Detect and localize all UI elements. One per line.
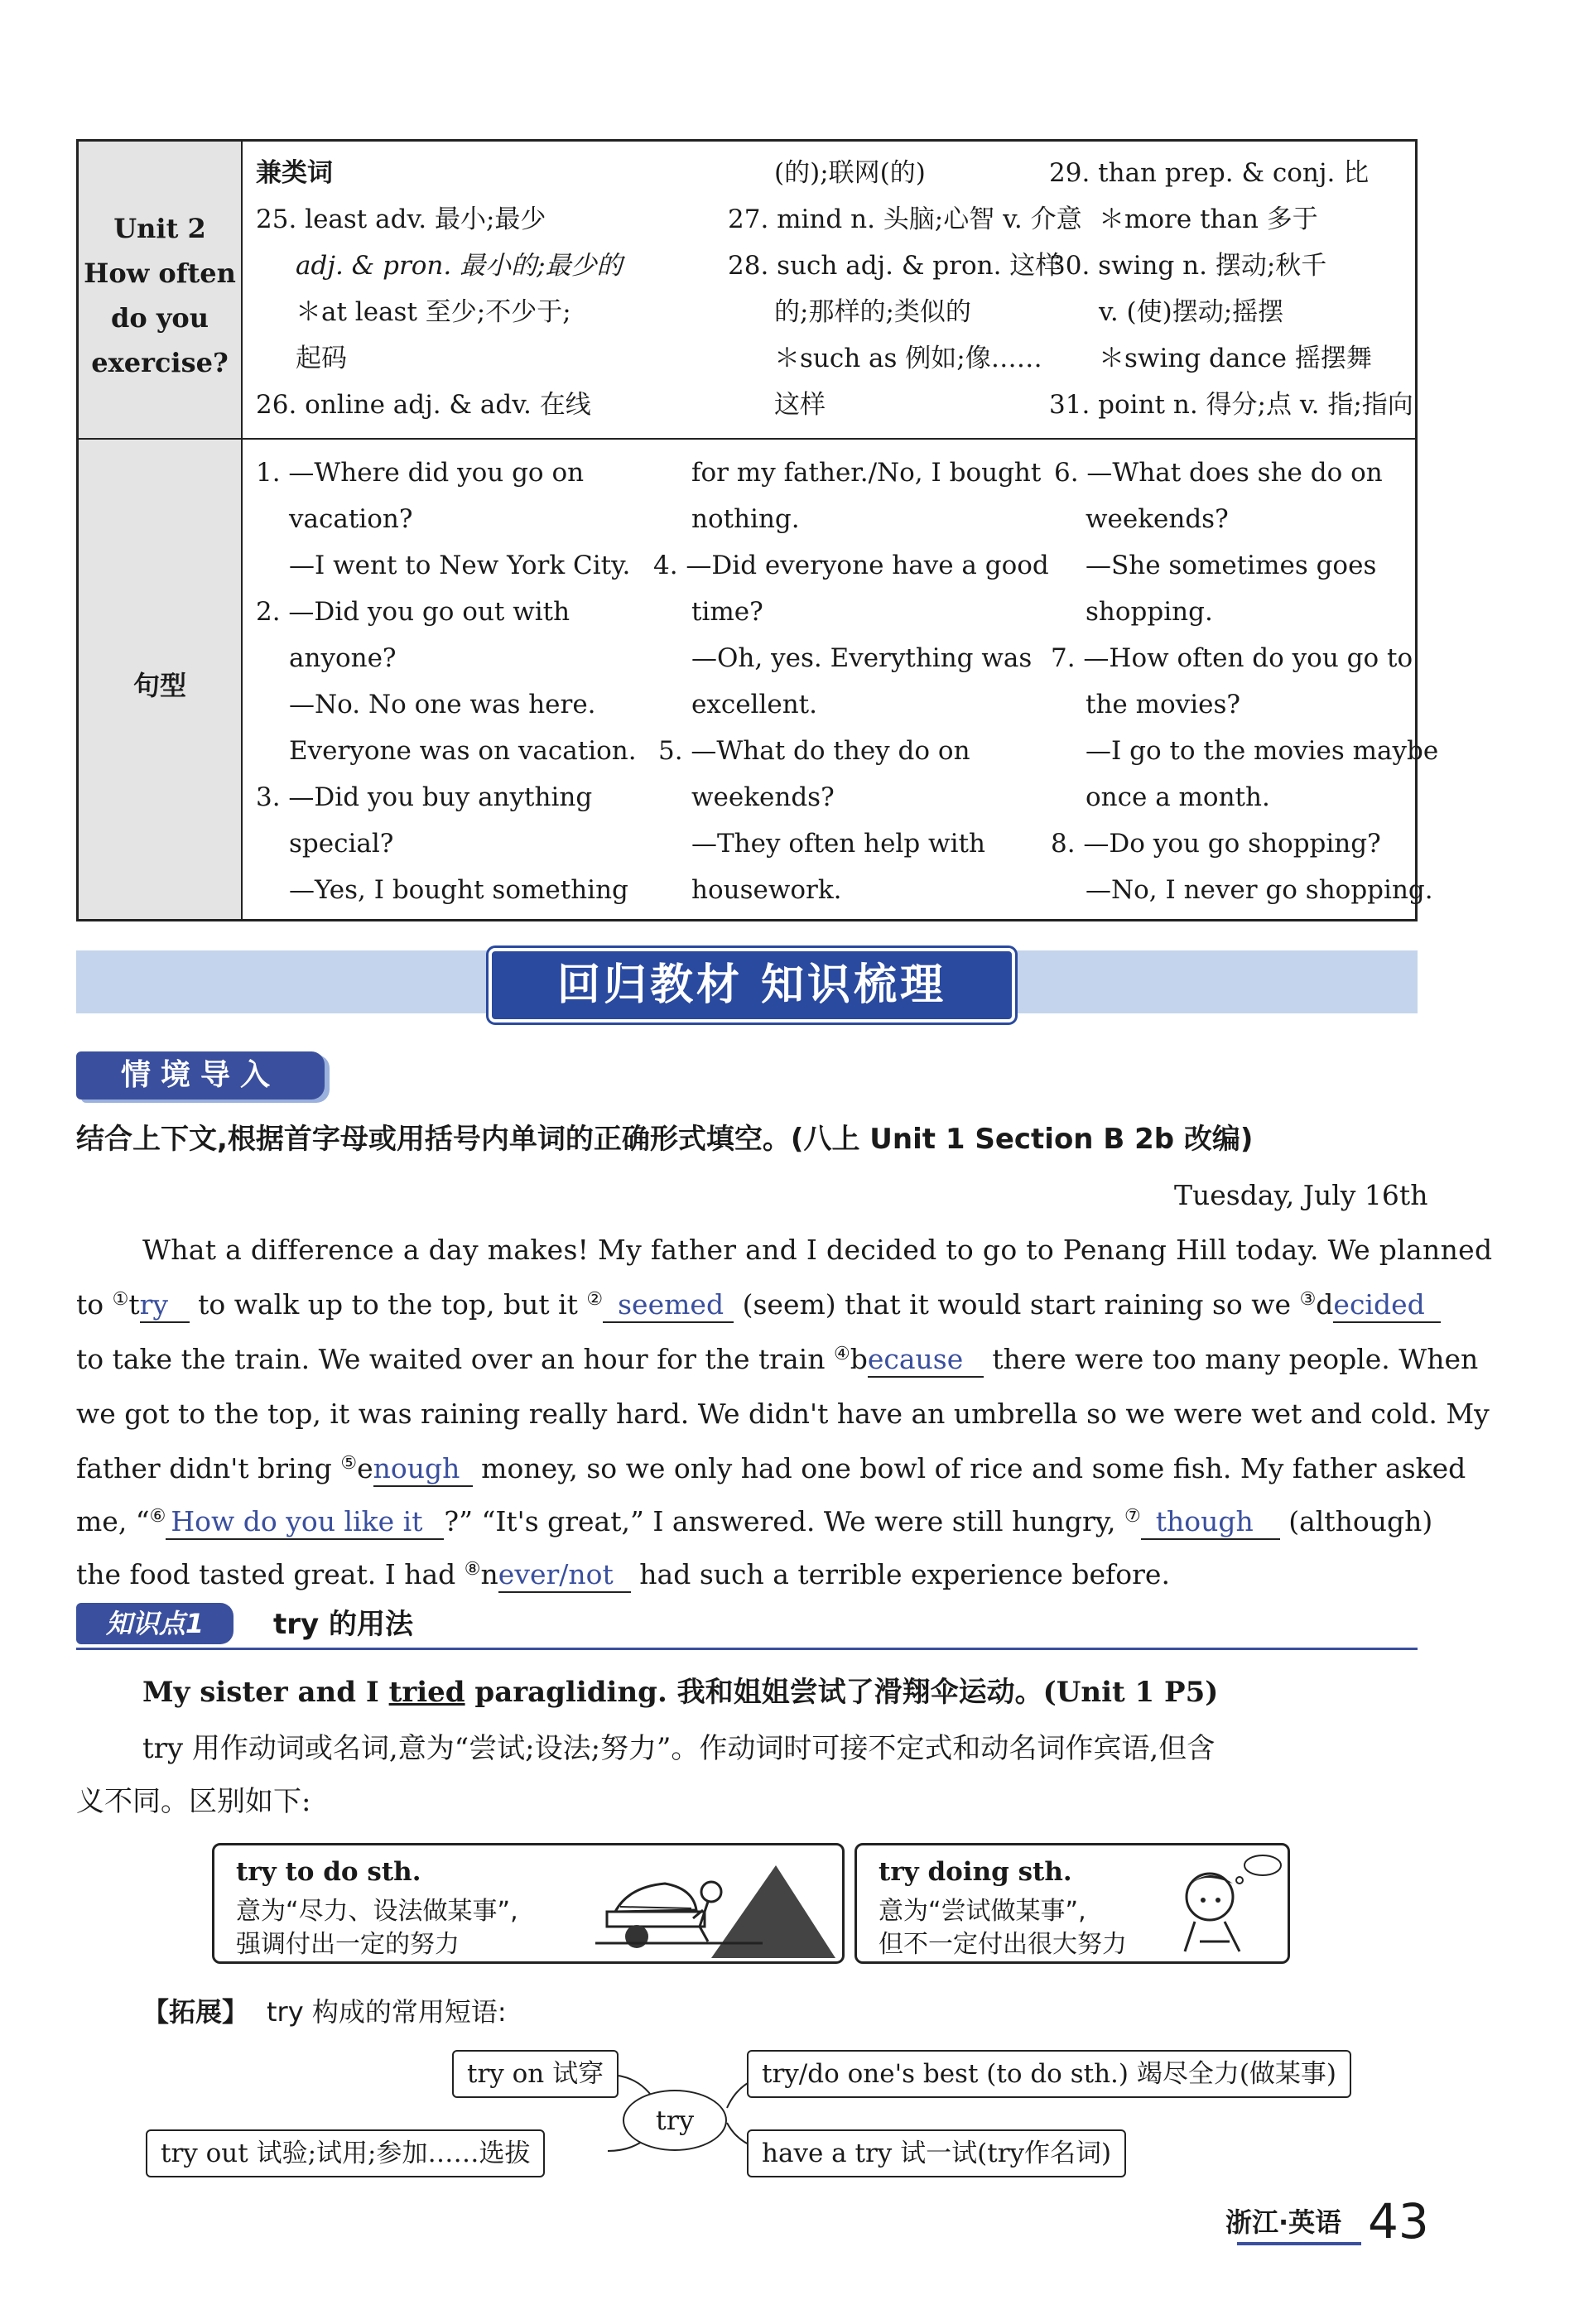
answer-4: ecause xyxy=(868,1343,984,1378)
mind-map-center: try xyxy=(623,2090,727,2151)
vocab-item: 29. than prep. & conj. 比 xyxy=(1049,158,1370,188)
knowledge-point-title: try 的用法 xyxy=(273,1608,414,1641)
pattern-label: 句型 xyxy=(132,670,186,701)
answer-8: ever/not xyxy=(498,1558,631,1593)
box-title: try to do sth. xyxy=(236,1857,421,1887)
vocab-table xyxy=(76,139,1439,921)
pattern-line: once a month. xyxy=(1086,782,1270,812)
example-text: My sister and I xyxy=(142,1676,389,1709)
blank-number: ⑧ xyxy=(464,1559,481,1580)
pattern-line: time? xyxy=(691,597,763,627)
unit-label-1: Unit 2 xyxy=(113,213,206,244)
pattern-line: 1. —Where did you go on xyxy=(256,458,585,488)
try-doing-box xyxy=(854,1843,1290,1964)
blank-prefix: e xyxy=(357,1452,373,1484)
pattern-line: —No, I never go shopping. xyxy=(1086,875,1433,905)
passage-text: me, “ xyxy=(76,1505,150,1537)
blank-number: ① xyxy=(112,1289,129,1310)
vocab-item: 25. least adv. 最小;最少 xyxy=(256,204,546,234)
vocab-item: ＊such as 例如;像…… xyxy=(774,344,1042,373)
box-line: 但不一定付出很大努力 xyxy=(879,1930,1127,1959)
pattern-line: excellent. xyxy=(691,690,817,719)
pushing-rock-illustration xyxy=(587,1850,835,1961)
blank-number: ⑤ xyxy=(340,1453,358,1474)
box-title: try doing sth. xyxy=(879,1857,1072,1887)
vocab-heading: 兼类词 xyxy=(256,158,333,188)
passage-text: had such a terrible experience before. xyxy=(630,1558,1170,1590)
answer-6: How do you like it xyxy=(166,1505,444,1540)
pattern-line: 5. —What do they do on xyxy=(658,736,970,766)
phrase-try-out: try out 试验;试用;参加……选拔 xyxy=(146,2129,545,2177)
vocab-item: v. (使)摆动;摇摆 xyxy=(1099,297,1284,327)
pattern-line: Everyone was on vacation. xyxy=(289,736,637,766)
answer-2: seemed xyxy=(603,1288,734,1323)
box-line: 意为“尽力、设法做某事”, xyxy=(236,1897,518,1926)
vocab-item: ＊at least 至少;不少于; xyxy=(296,297,571,327)
passage-text: to take the train. We waited over an hour for the train xyxy=(76,1343,834,1375)
pattern-line: 3. —Did you buy anything xyxy=(256,782,593,812)
pattern-line: for my father./No, I bought xyxy=(691,458,1042,488)
passage-text: the food tasted great. I had xyxy=(76,1558,465,1590)
pattern-line: 7. —How often do you go to xyxy=(1051,643,1413,673)
box-line: 意为“尝试做某事”, xyxy=(879,1897,1086,1926)
vocab-item: ＊swing dance 摇摆舞 xyxy=(1099,344,1372,373)
vocab-item: 27. mind n. 头脑;心智 v. 介意 xyxy=(728,204,1082,234)
passage-line-2 xyxy=(76,1288,1441,1323)
passage-text: father didn't bring xyxy=(76,1452,341,1484)
pattern-line: —They often help with xyxy=(691,829,985,859)
footer-label: 浙江·英语 xyxy=(1225,2206,1342,2238)
blank-number: ③ xyxy=(1299,1289,1317,1310)
pattern-line: —She sometimes goes xyxy=(1086,551,1377,580)
passage-text: (seem) that it would start raining so we xyxy=(734,1288,1300,1321)
vocab-item: 的;那样的;类似的 xyxy=(774,297,971,327)
try-to-do-box xyxy=(212,1843,845,1964)
unit-label-3: do you xyxy=(110,302,209,334)
table-divider xyxy=(79,438,1415,440)
answer-1: ry xyxy=(140,1288,190,1323)
passage-line-7 xyxy=(76,1558,1170,1593)
pattern-line: —I went to New York City. xyxy=(289,551,631,580)
kp-desc-2: 义不同。区别如下: xyxy=(76,1785,311,1818)
passage-line-3 xyxy=(76,1343,1478,1378)
vocab-item: adj. & pron. 最小的;最少的 xyxy=(296,251,623,281)
pattern-line: housework. xyxy=(691,875,842,905)
pattern-line: the movies? xyxy=(1086,690,1240,719)
pattern-line: weekends? xyxy=(1086,504,1229,534)
answer-5: nough xyxy=(373,1452,473,1487)
footer-underline xyxy=(1237,2242,1361,2245)
pattern-line: nothing. xyxy=(691,504,800,534)
passage-text: there were too many people. When xyxy=(983,1343,1479,1375)
pattern-line: 4. —Did everyone have a good xyxy=(653,551,1049,580)
blank-prefix: d xyxy=(1316,1288,1334,1321)
phrase-have-a-try: have a try 试一试(try作名词) xyxy=(747,2129,1126,2177)
vocab-item: 这样 xyxy=(774,390,826,420)
thinking-boy-illustration xyxy=(1163,1850,1288,1961)
passage-text: to walk up to the top, but it xyxy=(189,1288,587,1321)
blank-number: ⑥ xyxy=(149,1506,166,1527)
passage-line-4: we got to the top, it was raining really hard. We didn't have an umbrella so we were wet and cold. My xyxy=(76,1398,1490,1430)
answer-7: though xyxy=(1141,1505,1280,1540)
passage-text: to xyxy=(76,1288,113,1321)
vocab-item: ＊more than 多于 xyxy=(1099,204,1318,234)
blank-prefix: t xyxy=(128,1288,140,1321)
kp-desc-1: try 用作动词或名词,意为“尝试;设法;努力”。作动词时可接不定式和动名词作宾语,但含 xyxy=(142,1732,1216,1765)
extension-text: try 构成的常用短语: xyxy=(267,1996,507,2028)
date: Tuesday, July 16th xyxy=(1174,1179,1428,1211)
blank-number: ④ xyxy=(833,1344,850,1364)
vocab-item: (的);联网(的) xyxy=(774,158,926,188)
extension-label: 【拓展】 xyxy=(142,1996,249,2028)
pattern-line: —Yes, I bought something xyxy=(289,875,628,905)
instruction: 结合上下文,根据首字母或用括号内单词的正确形式填空。(八上 Unit 1 Section B 2b 改编) xyxy=(76,1123,1254,1156)
phrase-try-one-best: try/do one's best (to do sth.) 竭尽全力(做某事) xyxy=(747,2050,1351,2098)
vocab-item: 26. online adj. & adv. 在线 xyxy=(256,390,591,420)
blank-number: ⑦ xyxy=(1124,1506,1141,1527)
unit-label-4: exercise? xyxy=(91,347,229,378)
pattern-line: 8. —Do you go shopping? xyxy=(1051,829,1381,859)
phrase-try-on: try on 试穿 xyxy=(452,2050,619,2098)
page-number: 43 xyxy=(1368,2193,1429,2249)
example-keyword: tried xyxy=(388,1676,465,1709)
answer-3: ecided xyxy=(1333,1288,1441,1323)
pattern-line: anyone? xyxy=(289,643,397,673)
blank-number: ② xyxy=(586,1289,604,1310)
section-banner: 回归教材 知识梳理 xyxy=(489,948,1015,1022)
passage-text: ?” “It's great,” I answered. We were still hungry, xyxy=(444,1505,1124,1537)
knowledge-point-tag: 知识点1 xyxy=(76,1603,233,1644)
vocab-item: 31. point n. 得分;点 v. 指;指向 xyxy=(1049,390,1413,420)
blank-prefix: b xyxy=(850,1343,868,1375)
scene-tag: 情境导入 xyxy=(76,1051,325,1099)
vocab-item: 30. swing n. 摆动;秋千 xyxy=(1049,251,1327,281)
kp-example xyxy=(142,1676,1218,1709)
passage-text: money, so we only had one bowl of rice and some fish. My father asked xyxy=(472,1452,1466,1484)
passage-line-1: What a difference a day makes! My father and I decided to go to Penang Hill today. We planned xyxy=(142,1234,1493,1266)
pattern-line: —No. No one was here. xyxy=(289,690,596,719)
pattern-line: weekends? xyxy=(691,782,835,812)
example-text: paragliding. 我和姐姐尝试了滑翔伞运动。(Unit 1 P5) xyxy=(465,1676,1219,1709)
pattern-line: shopping. xyxy=(1086,597,1213,627)
pattern-line: 6. —What does she do on xyxy=(1054,458,1383,488)
passage-line-6 xyxy=(76,1505,1432,1540)
passage-line-5 xyxy=(76,1452,1466,1487)
pattern-line: special? xyxy=(289,829,394,859)
vocab-item: 28. such adj. & pron. 这样 xyxy=(728,251,1061,281)
pattern-line: —Oh, yes. Everything was xyxy=(691,643,1033,673)
unit-label-2: How often xyxy=(84,257,236,289)
pattern-line: —I go to the movies maybe xyxy=(1086,736,1439,766)
box-line: 强调付出一定的努力 xyxy=(236,1930,460,1959)
vocab-item: 起码 xyxy=(296,344,347,373)
passage-text: (although) xyxy=(1279,1505,1433,1537)
knowledge-point-rule xyxy=(76,1648,1418,1650)
pattern-line: vacation? xyxy=(289,504,413,534)
blank-prefix: n xyxy=(480,1558,498,1590)
pattern-line: 2. —Did you go out with xyxy=(256,597,570,627)
